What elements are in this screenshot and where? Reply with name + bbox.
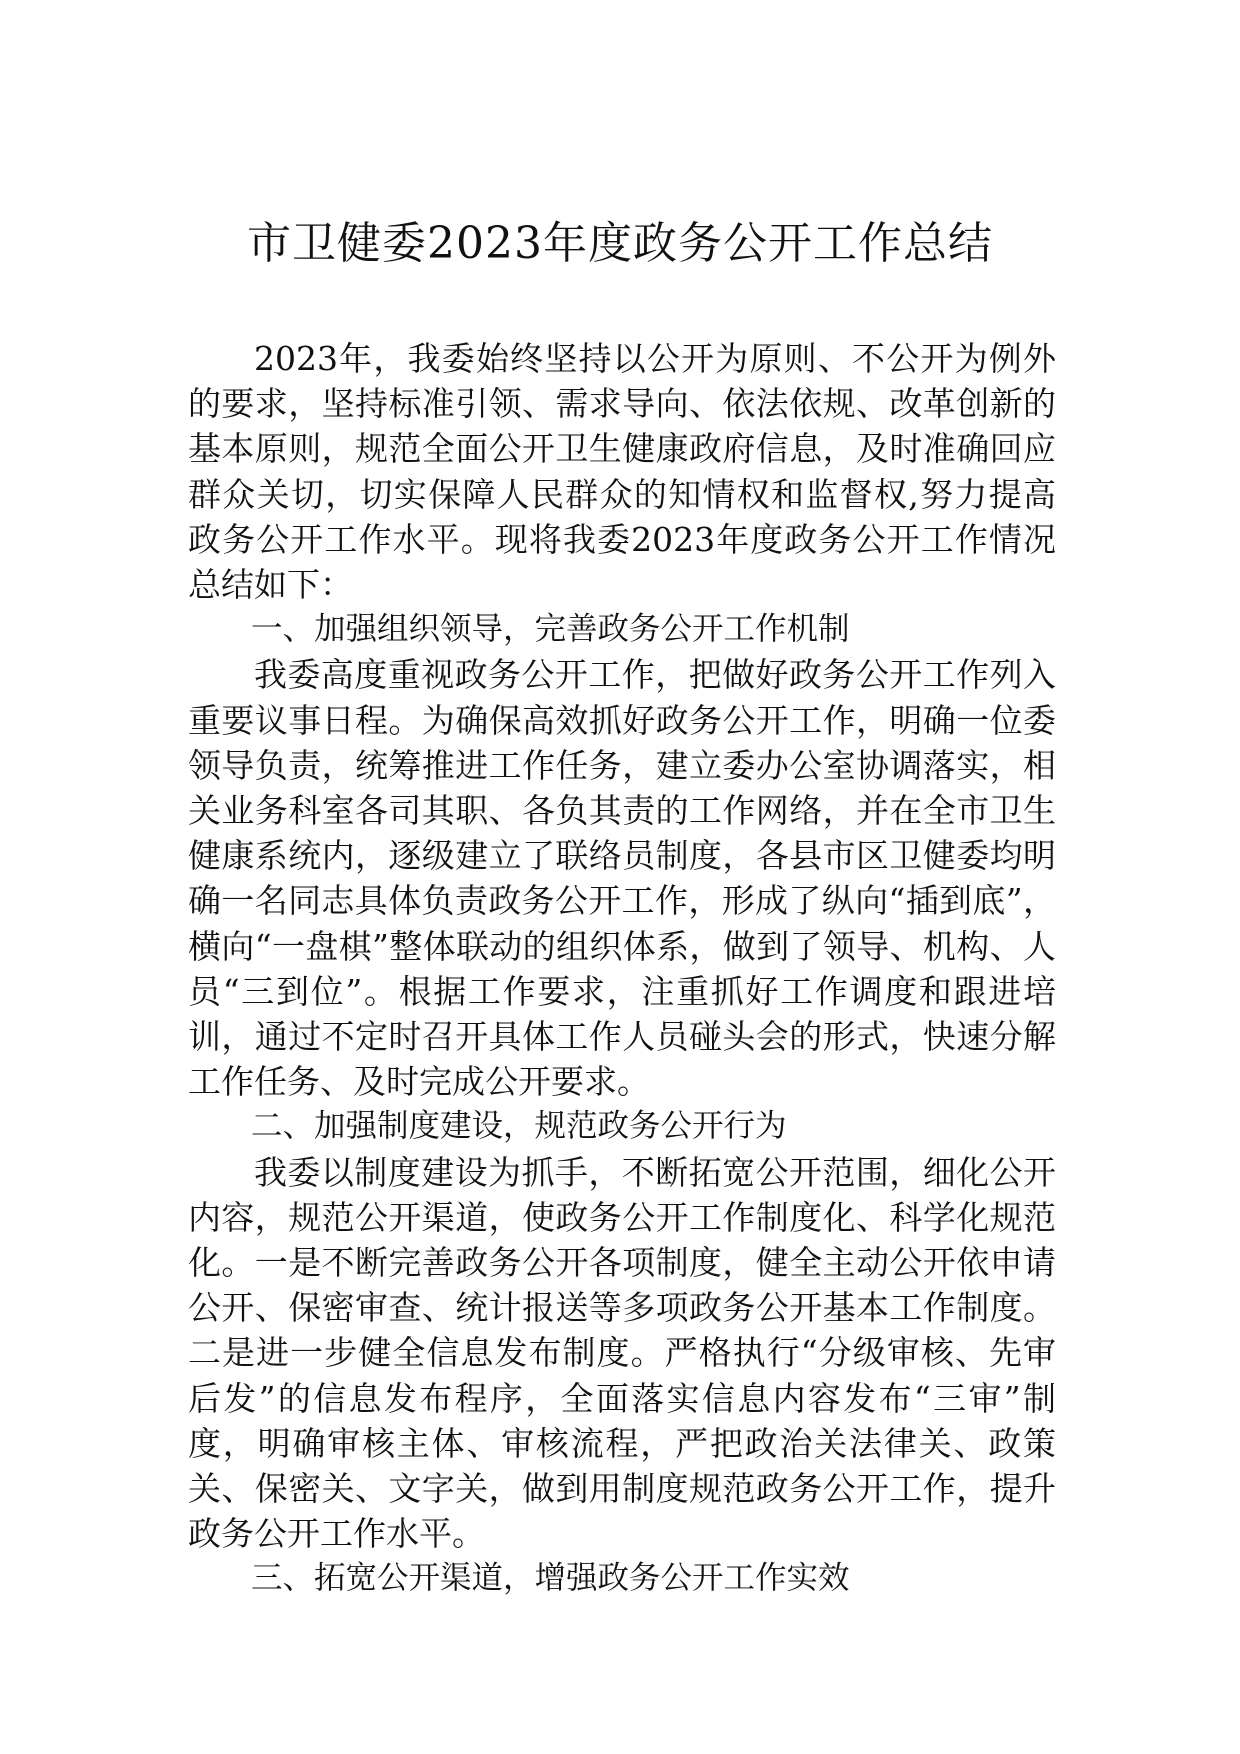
section-paragraph-2: 我委以制度建设为抓手，不断拓宽公开范围，细化公开内容，规范公开渠道，使政务公开工作制度化、科学化规范化。一是不断完善政务公开各项制度，健全主动公开依申请公开、保密审查、统计报送等多项政务公开基本工作制度。二是进一步健全信息发布制度。严格执行“分级审核、先审后发”的信息发布程序，全面落实信息内容发布“三审”制度，明确审核主体、审核流程，严把政治关法律关、政策关、保密关、文字关，做到用制度规范政务公开工作，提升政务公开工作水平。 xyxy=(188,1152,1056,1554)
document-title: 市卫健委2023年度政务公开工作总结 xyxy=(247,218,993,269)
section-heading-2: 二、加强制度建设，规范政务公开行为 xyxy=(251,1108,787,1145)
section-paragraph-1: 我委高度重视政务公开工作，把做好政务公开工作列入重要议事日程。为确保高效抓好政务公开工作，明确一位委领导负责，统筹推进工作任务，建立委办公室协调落实，相关业务科室各司其职、各负其责的工作网络，并在全市卫生健康系统内，逐级建立了联络员制度，各县市区卫健委均明确一名同志具体负责政务公开工作，形成了纵向“插到底”，横向“一盘棋”整体联动的组织体系，做到了领导、机构、人员“三到位”。根据工作要求，注重抓好工作调度和跟进培训，通过不定时召开具体工作人员碰头会的形式，快速分解工作任务、及时完成公开要求。 xyxy=(188,655,1056,1102)
section-heading-1: 一、加强组织领导，完善政务公开工作机制 xyxy=(251,611,850,648)
section-heading-3: 三、拓宽公开渠道，增强政务公开工作实效 xyxy=(251,1560,850,1597)
intro-paragraph: 2023年，我委始终坚持以公开为原则、不公开为例外的要求，坚持标准引领、需求导向、依法依规、改革创新的基本原则，规范全面公开卫生健康政府信息，及时准确回应群众关切，切实保障人民群众的知情权和监督权,努力提高政务公开工作水平。现将我委2023年度政务公开工作情况总结如下： xyxy=(188,339,1056,605)
document-body xyxy=(188,336,1056,1602)
